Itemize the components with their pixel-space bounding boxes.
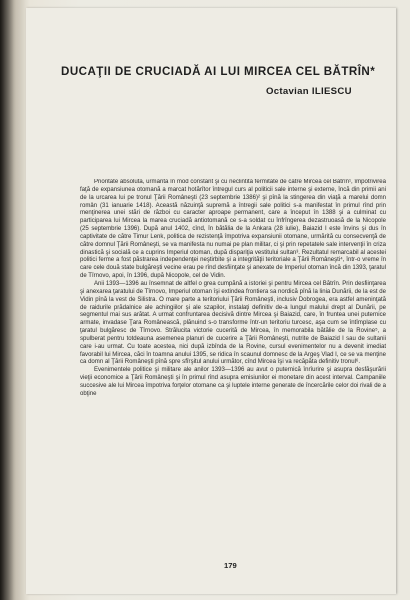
article-author: Octavian ILIESCU: [266, 86, 352, 97]
book-binding-shadow: [0, 0, 26, 600]
page: [26, 8, 396, 594]
article-title: DUCAŢII DE CRUCIADĂ AI LUI MIRCEA CEL BĂTRÎN*: [61, 65, 376, 78]
page-number: 179: [224, 561, 237, 570]
article-body: [80, 179, 386, 547]
paragraph: Prioritate absolută, urmărită în mod constant şi cu neclintită fermitate de către Mircea cel Bătrîn¹, împotrivirea faţă de expansiunea otomană a marcat hotărîtor întregul curs al politicii sale interne şi externe, încă din primii ani de la urcarea lui pe tronul Ţării Româneşti (23 septembrie 1386)² şi pînă la stingerea din viaţă a marelui domn român (31 ianuarie 1418). Această năzuinţă supremă a întregii sale politici s-a manifestat în primul rînd prin menţinerea unei stări de război cu caracter aproape permanent, care a început în 1388 şi a culminat cu participarea lui Mircea la marea cruciadă antiotomană ce s-a soldat cu înfrîngerea dezastruoasă de la Nicopole (25 septembrie 1396). După anul 1402, cînd, în bătălia de la Ankara (28 iulie), Baiazid I este învins şi dus în captivitate de către Timur Lenk, politica de rezistenţă împotriva expansiunii otomane, urmărită cu consecvenţă de către domnul Ţării Româneşti, se va manifesta nu numai pe plan militar, ci şi prin repetatele sale intervenţii în criza dinastică şi socială ce a cuprins Imperiul otoman, după dispariţia vestitului sultan³. Rezultatul remarcabil al acestei politici ferme a fost păstrarea independenţei neştirbite şi a integrităţii teritoriale a Ţării Româneşti⁴, într-o vreme în care cele două state bulgăreşti vecine erau pe rînd desfiinţate şi anexate de Imperiul otoman încă din 1393, ţaratul de Tîrnovo, apoi, în 1396, după Nicopole, cel de Vidin.: [80, 179, 386, 280]
paragraph: Evenimentele politice şi militare ale anilor 1393—1396 au avut o puternică înrîurire şi asupra desfăşurării vieţii economice a Ţării Româneşti şi în primul rînd asupra emisiunilor ei monetare din acest interval. Campaniile succesive ale lui Mircea împotriva forţelor otomane ca şi luptele interne generate de încercările celor doi rivali de a obţine: [80, 367, 386, 397]
paragraph: Anii 1393—1396 au însemnat de altfel o grea cumpănă a istoriei şi pentru Mircea cel Bătrîn. Prin desfiinţarea şi anexarea ţaratului de Tîrnovo, Imperiul otoman îşi extindea frontiera sa nordică pînă la linia Dunării, de la est de Vidin pînă la vest de Silistra. O mare parte a teritoriului Ţării Româneşti, inclusiv Dobrogea, era astfel ameninţată de raidurile prădalnice ale achingiilor şi ale szapilor, instalaţi definitiv de-a lungul malului drept al Dunării, pe segmentul mai sus arătat. A urmat confruntarea decisivă dintre Mircea şi Baiazid, care, în fruntea unei puternice armate, invadase Ţara Românească, plănuind s-o transforme într-un teritoriu turcesc, aşa cum se întîmplase cu ţaratul bulgăresc de Tîrnovo. Strălucita victorie cucerită de Mircea, în memorabila bătălie de la Rovine⁵, a spulberat pentru totdeauna asemenea planuri de cucerire a Ţării Româneşti, nutrite de Baiazid I sau de sultanii care i-au urmat. Cu toate acestea, nici după izbînda de la Rovine, cursul evenimentelor nu a devenit imediat favorabil lui Mircea, căci în toamna anului 1395, se ridica în scaunul domnesc de la Argeş Vlad I, ce se va menţine ca domn al Ţării Româneşti pînă spre sfîrşitul anului următor, cînd Mircea îşi va recăpăta definitiv tronul⁶.: [80, 280, 386, 366]
